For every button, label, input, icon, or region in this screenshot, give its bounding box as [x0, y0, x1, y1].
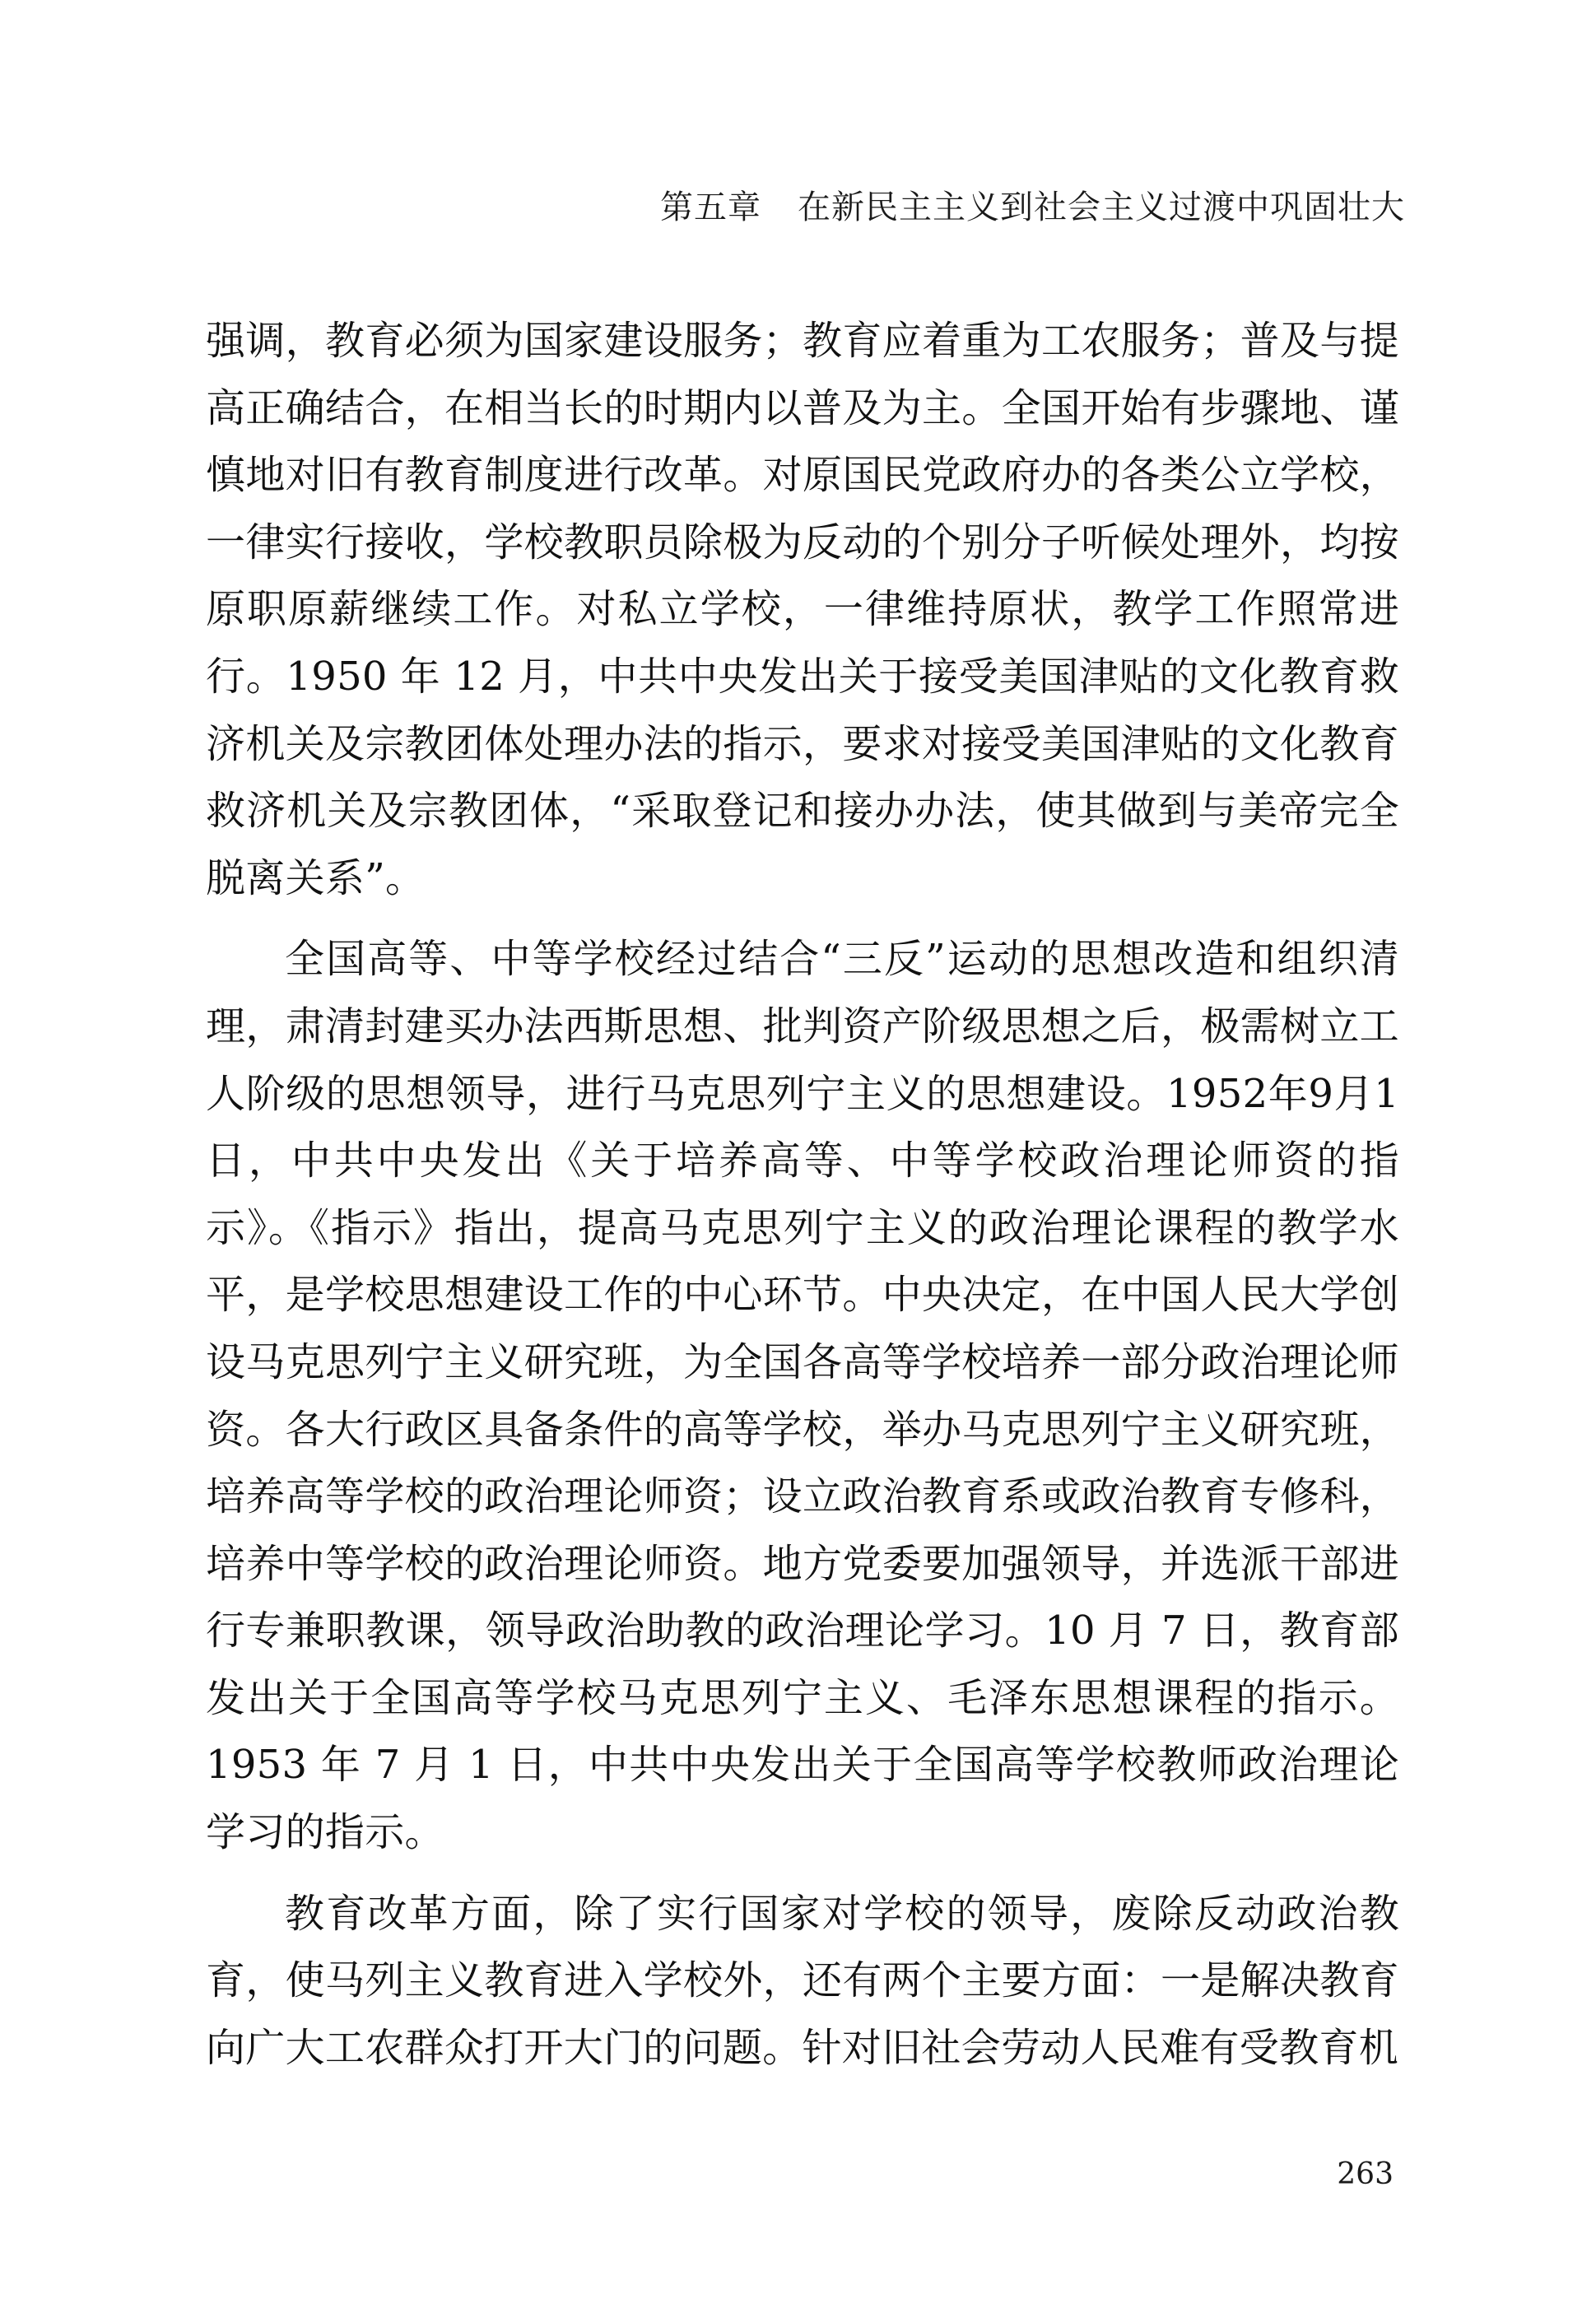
- paragraph-continued: 强调，教育必须为国家建设服务；教育应着重为工农服务；普及与提高正确结合，在相当长的时期内以普及为主。全国开始有步骤地、谨慎地对旧有教育制度进行改革。对原国民党政府办的各类公立学校，一律实行接收，学校教职员除极为反动的个别分子听候处理外，均按原职原薪继续工作。对私立学校，一律维持原状，教学工作照常进行。1950 年 12 月，中共中央发出关于接受美国津贴的文化教育救济机关及宗教团体处理办法的指示，要求对接受美国津贴的文化教育救济机关及宗教团体，“采取登记和接办办法，使其做到与美帝完全脱离关系”。: [206, 318, 1399, 901]
- page-number: 263: [1337, 2157, 1394, 2191]
- running-header: [660, 186, 1405, 229]
- paragraph-political-theory: 全国高等、中等学校经过结合“三反”运动的思想改造和组织清理，肃清封建买办法西斯思想、批判资产阶级思想之后，极需树立工人阶级的思想领导，进行马克思列宁主义的思想建设。1952年9月1日，中共中央发出《关于培养高等、中等学校政治理论师资的指示》。《指示》指出，提高马克思列宁主义的政治理论课程的教学水平，是学校思想建设工作的中心环节。中央决定，在中国人民大学创设马克思列宁主义研究班，为全国各高等学校培养一部分政治理论师资。各大行政区具备条件的高等学校，举办马克思列宁主义研究班，培养高等学校的政治理论师资；设立政治教育系或政治教育专修科，培养中等学校的政治理论师资。地方党委要加强领导，并选派干部进行专兼职教课，领导政治助教的政治理论学习。10 月 7 日，教育部发出关于全国高等学校马克思列宁主义、毛泽东思想课程的指示。1953 年 7 月 1 日，中共中央发出关于全国高等学校教师政治理论学习的指示。: [206, 936, 1399, 1856]
- paragraph-education-reform: 教育改革方面，除了实行国家对学校的领导，废除反动政治教育，使马列主义教育进入学校外，还有两个主要方面：一是解决教育向广大工农群众打开大门的问题。针对旧社会劳动人民难有受教育机: [206, 1890, 1399, 2071]
- chapter-title: 在新民主主义到社会主义过渡中巩固壮大: [798, 188, 1405, 226]
- body-text: [206, 308, 1399, 2082]
- chapter-label: 第五章: [660, 188, 761, 226]
